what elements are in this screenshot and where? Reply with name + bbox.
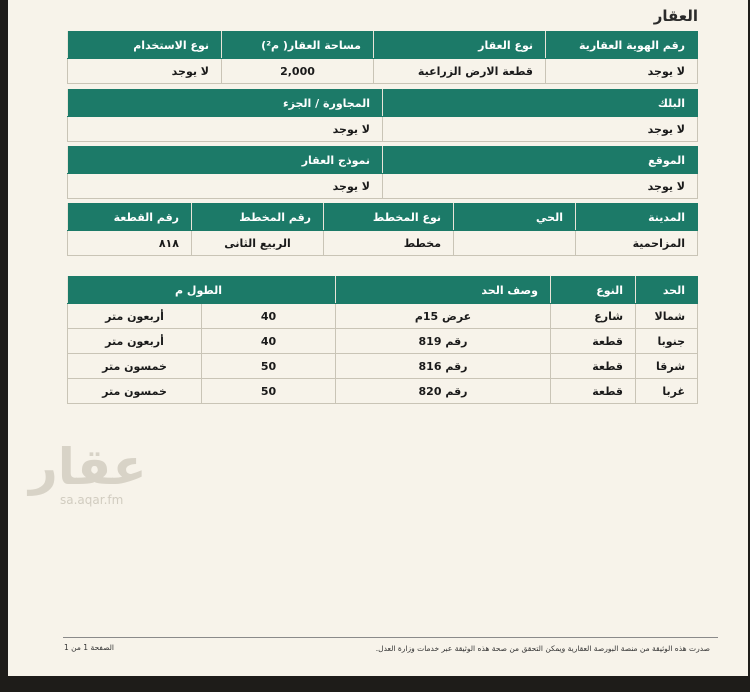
page-number: الصفحة 1 من 1 <box>64 643 114 652</box>
block-table <box>67 89 698 142</box>
header-block: البلك <box>383 90 698 117</box>
boundary-side: جنوبا <box>636 329 698 354</box>
value-neighborhood-part: لا يوجد <box>68 117 383 142</box>
header-location: الموقع <box>383 147 698 174</box>
value-plan-type: مخطط <box>324 231 454 256</box>
boundary-desc: رقم 816 <box>336 354 551 379</box>
document-page <box>8 0 748 676</box>
address-table <box>67 203 698 256</box>
watermark-logo: عقار <box>29 438 147 496</box>
boundary-length-text: أربعون متر <box>68 304 202 329</box>
header-district: الحي <box>454 204 576 231</box>
footer-note: صدرت هذه الوثيقة من منصة البورصة العقارية ويمكن التحقق من صحة هذه الوثيقة عبر خدمات وزارة العدل. <box>375 644 710 653</box>
boundary-desc: عرض 15م <box>336 304 551 329</box>
header-city: المدينة <box>576 204 698 231</box>
header-neighborhood-part: المجاورة / الجزء <box>68 90 383 117</box>
header-boundary: الحد <box>636 277 698 304</box>
value-property-id: لا يوجد <box>546 59 698 84</box>
boundary-length: 40 <box>202 329 336 354</box>
value-block: لا يوجد <box>383 117 698 142</box>
header-plot-number: رقم القطعة <box>68 204 192 231</box>
value-plot-number: ٨١٨ <box>68 231 192 256</box>
table-row <box>68 379 698 404</box>
boundary-desc: رقم 819 <box>336 329 551 354</box>
header-usage-type: نوع الاستخدام <box>68 32 222 59</box>
boundary-length-text: أربعون متر <box>68 329 202 354</box>
boundary-length: 40 <box>202 304 336 329</box>
header-property-area: مساحة العقار( م²) <box>222 32 374 59</box>
header-property-model: نموذج العقار <box>68 147 383 174</box>
boundary-length-text: خمسون متر <box>68 354 202 379</box>
boundary-length-text: خمسون متر <box>68 379 202 404</box>
boundary-length: 50 <box>202 354 336 379</box>
header-length: الطول م <box>68 277 336 304</box>
header-property-id: رقم الهوية العقارية <box>546 32 698 59</box>
header-plan-number: رقم المخطط <box>192 204 324 231</box>
table-row <box>68 329 698 354</box>
boundaries-table <box>67 276 698 404</box>
property-table <box>67 31 698 84</box>
value-district <box>454 231 576 256</box>
value-property-area: 2,000 <box>222 59 374 84</box>
section-title: العقار <box>653 7 698 25</box>
boundary-type: قطعة <box>551 329 636 354</box>
value-plan-number: الربيع الثانى <box>192 231 324 256</box>
boundary-desc: رقم 820 <box>336 379 551 404</box>
value-location: لا يوجد <box>383 174 698 199</box>
value-city: المزاحمية <box>576 231 698 256</box>
header-boundary-desc: وصف الحد <box>336 277 551 304</box>
boundary-side: شرقا <box>636 354 698 379</box>
value-property-type: قطعة الارض الزراعية <box>374 59 546 84</box>
footer-divider <box>63 637 718 638</box>
header-property-type: نوع العقار <box>374 32 546 59</box>
watermark-site: sa.aqar.fm <box>60 493 124 507</box>
boundary-length: 50 <box>202 379 336 404</box>
header-boundary-type: النوع <box>551 277 636 304</box>
value-usage-type: لا يوجد <box>68 59 222 84</box>
boundary-type: قطعة <box>551 379 636 404</box>
table-row <box>68 304 698 329</box>
table-row <box>68 354 698 379</box>
location-table <box>67 146 698 199</box>
value-property-model: لا يوجد <box>68 174 383 199</box>
boundary-type: شارع <box>551 304 636 329</box>
boundary-type: قطعة <box>551 354 636 379</box>
boundary-side: شمالا <box>636 304 698 329</box>
boundary-side: غربا <box>636 379 698 404</box>
header-plan-type: نوع المخطط <box>324 204 454 231</box>
